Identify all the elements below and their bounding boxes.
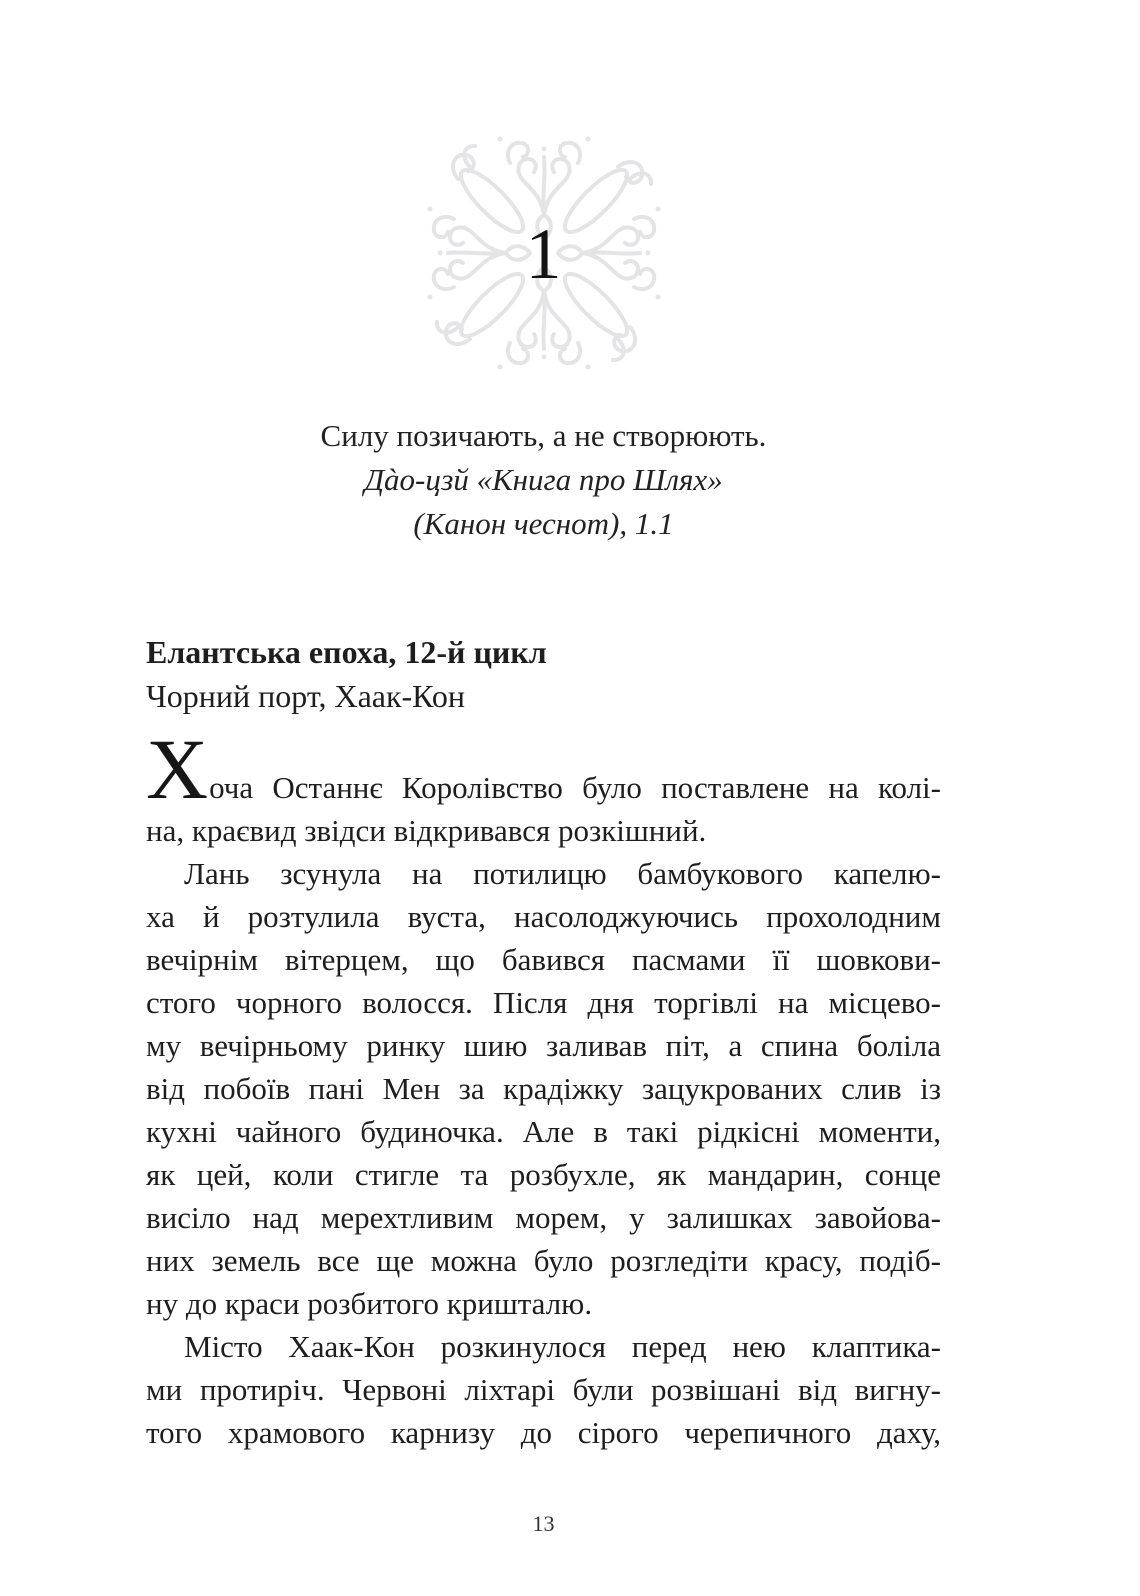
body-line: висіло над мерехтливим морем, у залишках завойова- — [146, 1200, 941, 1235]
epigraph-reference: (Канон чеснот), 1.1 — [413, 506, 674, 541]
scene-heading — [146, 630, 941, 718]
epigraph-quote: Силу позичають, а не створюють. — [320, 418, 767, 453]
paragraph — [146, 1325, 941, 1454]
body-line: ха й розтулила вуста, насолоджуючись прохолодним — [146, 899, 941, 934]
body-line: ну до краси розбитого кришталю. — [146, 1286, 593, 1321]
body-line: від побоїв пані Мен за крадіжку зацукрованих слив із — [146, 1071, 941, 1106]
epigraph-source: Дàо-цзй «Книга про Шлях» — [364, 462, 723, 497]
body-line: них земель все ще можна було розгледіти красу, подіб- — [146, 1243, 941, 1278]
body-line: як цей, коли стигле та розбухле, як мандарин, сонце — [146, 1157, 941, 1192]
page-number: 13 — [532, 1511, 555, 1536]
body-line: стого чорного волосся. Після дня торгівлі на місцево- — [146, 985, 941, 1020]
body-line: кухні чайного будиночка. Але в такі рідкісні моменти, — [146, 1114, 941, 1149]
body-line: на, краєвид звідси відкривався розкішний. — [146, 813, 707, 848]
body-line: ми протиріч. Червоні ліхтарі були розвішані від вигну- — [146, 1372, 941, 1407]
body-line: Хоча Останнє Королівство було поставлене на колі- — [146, 721, 941, 817]
chapter-ornament — [417, 130, 671, 376]
text-block — [0, 130, 1140, 1537]
epigraph — [146, 414, 941, 546]
body-line: того храмового карнизу до сірого черепичного даху, — [146, 1415, 941, 1450]
scene-era: Елантська епоха, 12-й цикл — [146, 634, 547, 670]
body-text — [146, 721, 941, 1454]
body-line: Лань зсунула на потилицю бамбукового капелю- — [184, 856, 941, 891]
paragraph — [146, 852, 941, 1325]
chapter-number: 1 — [525, 213, 562, 294]
body-line: вечірнім вітерцем, що бавився пасмами її шовкови- — [146, 942, 941, 977]
body-line: Місто Хаак-Кон розкинулося перед нею клаптика- — [184, 1329, 941, 1364]
drop-cap: Х — [146, 721, 210, 817]
scene-location: Чорний порт, Хаак-Кон — [146, 678, 466, 714]
body-line: му вечірньому ринку шию заливав піт, а спина боліла — [146, 1028, 941, 1063]
paragraph — [146, 721, 941, 852]
